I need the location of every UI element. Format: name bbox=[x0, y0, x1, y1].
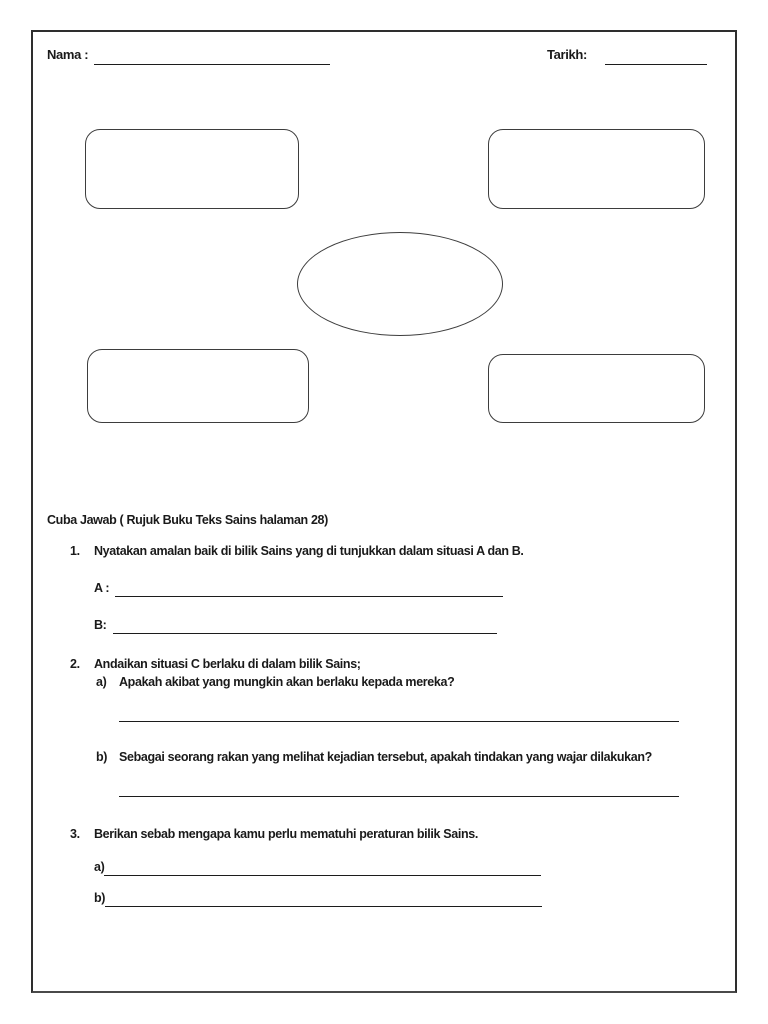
question-3-number: 3. bbox=[70, 827, 80, 841]
question-2-text: Andaikan situasi C berlaku di dalam bilik Sains; bbox=[94, 657, 361, 671]
name-row bbox=[47, 48, 330, 63]
question-2b-answer-line bbox=[119, 796, 679, 797]
question-2-number: 2. bbox=[70, 657, 80, 671]
question-3-answer-a bbox=[94, 860, 541, 874]
diagram-box-top-left bbox=[85, 129, 299, 209]
section-title: Cuba Jawab ( Rujuk Buku Teks Sains halaman 28) bbox=[47, 513, 328, 527]
question-3b-answer-line bbox=[105, 892, 542, 907]
diagram-box-top-right bbox=[488, 129, 705, 209]
question-3b-label: b) bbox=[94, 891, 106, 905]
answer-b-line bbox=[113, 619, 497, 634]
question-2a-label: a) bbox=[96, 675, 107, 689]
answer-a-label: A : bbox=[94, 581, 110, 595]
question-1 bbox=[70, 544, 524, 558]
date-label: Tarikh: bbox=[547, 47, 587, 62]
question-3a-answer-line bbox=[104, 861, 541, 876]
question-2a-answer-line bbox=[119, 721, 679, 722]
question-2b-label: b) bbox=[96, 750, 108, 764]
question-3-text: Berikan sebab mengapa kamu perlu mematuhi peraturan bilik Sains. bbox=[94, 827, 478, 841]
question-2 bbox=[70, 657, 361, 671]
question-1-answer-b bbox=[94, 618, 497, 632]
date-answer-line bbox=[605, 50, 707, 65]
question-1-number: 1. bbox=[70, 544, 80, 558]
name-label: Nama : bbox=[47, 47, 89, 62]
name-answer-line bbox=[94, 50, 330, 65]
answer-b-label: B: bbox=[94, 618, 107, 632]
question-2a bbox=[96, 675, 454, 689]
question-1-text: Nyatakan amalan baik di bilik Sains yang di tunjukkan dalam situasi A dan B. bbox=[94, 544, 524, 558]
question-2a-text: Apakah akibat yang mungkin akan berlaku kepada mereka? bbox=[119, 675, 455, 689]
question-2b-text: Sebagai seorang rakan yang melihat kejadian tersebut, apakah tindakan yang wajar dilakukan? bbox=[119, 750, 652, 764]
question-3-answer-b bbox=[94, 891, 542, 905]
date-row bbox=[547, 48, 707, 63]
diagram-box-bottom-right bbox=[488, 354, 705, 423]
question-3a-label: a) bbox=[94, 860, 105, 874]
question-3 bbox=[70, 827, 478, 841]
answer-a-line bbox=[115, 582, 503, 597]
page-border-frame bbox=[31, 30, 737, 993]
question-1-answer-a bbox=[94, 581, 503, 595]
diagram-center-ellipse bbox=[297, 232, 503, 336]
question-2b bbox=[96, 750, 652, 764]
diagram-box-bottom-left bbox=[87, 349, 309, 423]
